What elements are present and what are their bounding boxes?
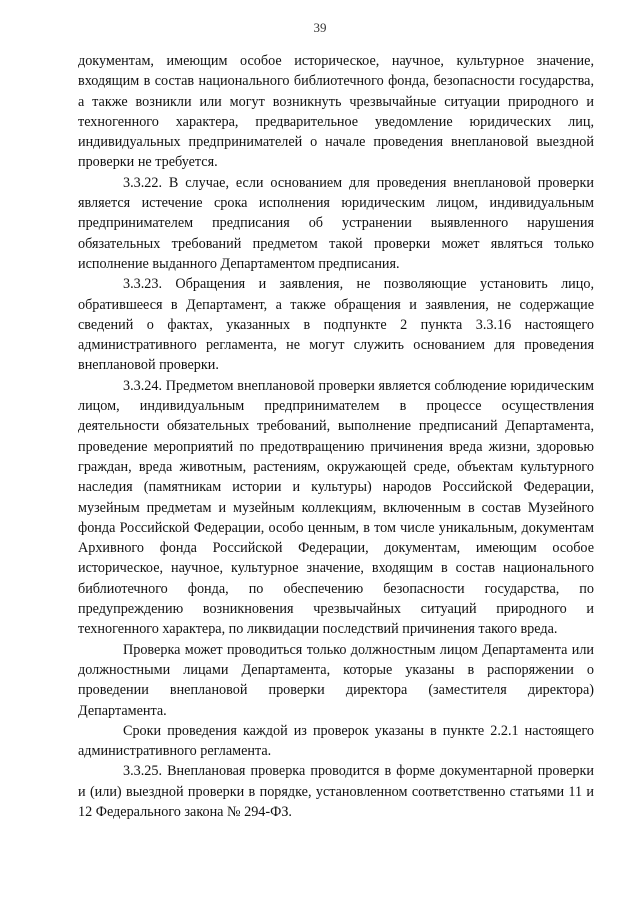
page-number: 39 <box>313 20 327 35</box>
paragraph-3-3-25: 3.3.25. Внеплановая проверка проводится в форме документарной проверки и (или) выездной проверки в порядке, установленном соответственно статьями 11 и 12 Федерального закона № 294-ФЗ. <box>78 763 594 820</box>
paragraph-3-3-23: 3.3.23. Обращения и заявления, не позволяющие установить лицо, обратившееся в Департамент, а также обращения и заявления, не содержащие сведений о фактах, указанных в подпункте 2 пункта 3.3.16 настоящего административного регламента, не могут служить основанием для проведения внеплановой проверки. <box>78 276 594 374</box>
paragraph-check-officials: Проверка может проводиться только должностным лицом Департамента или должностными лицами Департамента, которые указаны в распоряжении о проведении внеплановой проверки директора (заместителя директора) Департамента. <box>78 641 594 719</box>
paragraph-continuation: документам, имеющим особое историческое, научное, культурное значение, входящим в состав национального библиотечного фонда, безопасности государства, а также возникли или могут возникнуть чрезвычайные ситуации природного и техногенного характера, предварительное уведомление юридических лиц, индивидуальных предпринимателей о начале проведения внеплановой выездной проверки не требуется. <box>78 53 594 171</box>
paragraph-3-3-24: 3.3.24. Предметом внеплановой проверки является соблюдение юридическим лицом, индивидуальным предпринимателем в процессе осуществления деятельности обязательных требований, выполнение предписаний Департамента, проведение мероприятий по предотвращению причинения вреда жизни, здоровью граждан, вреда животным, растениям, окружающей среде, объектам культурного наследия (памятникам истории и культуры) народов Российской Федерации, музейным предметам и музейным коллекциям, включенным в состав Музейного фонда Российской Федерации, особо ценным, в том числе уникальным, документам Архивного фонда Российской Федерации, документам, имеющим особое историческое, научное, культурное значение, входящим в состав национального библиотечного фонда, по обеспечению безопасности государства, по предупреждению возникновения чрезвычайных ситуаций природного и техногенного характера, по ликвидации последствий причинения такого вреда. <box>78 377 594 638</box>
document-body <box>78 51 594 822</box>
paragraph-terms: Сроки проведения каждой из проверок указаны в пункте 2.2.1 настоящего административного регламента. <box>78 722 594 760</box>
paragraph-3-3-22: 3.3.22. В случае, если основанием для проведения внеплановой проверки является истечение срока исполнения юридическим лицом, индивидуальным предпринимателем предписания об устранении выявленного нарушения обязательных требований предметом такой проверки может являться только исполнение выданного Департаментом предписания. <box>78 174 594 272</box>
